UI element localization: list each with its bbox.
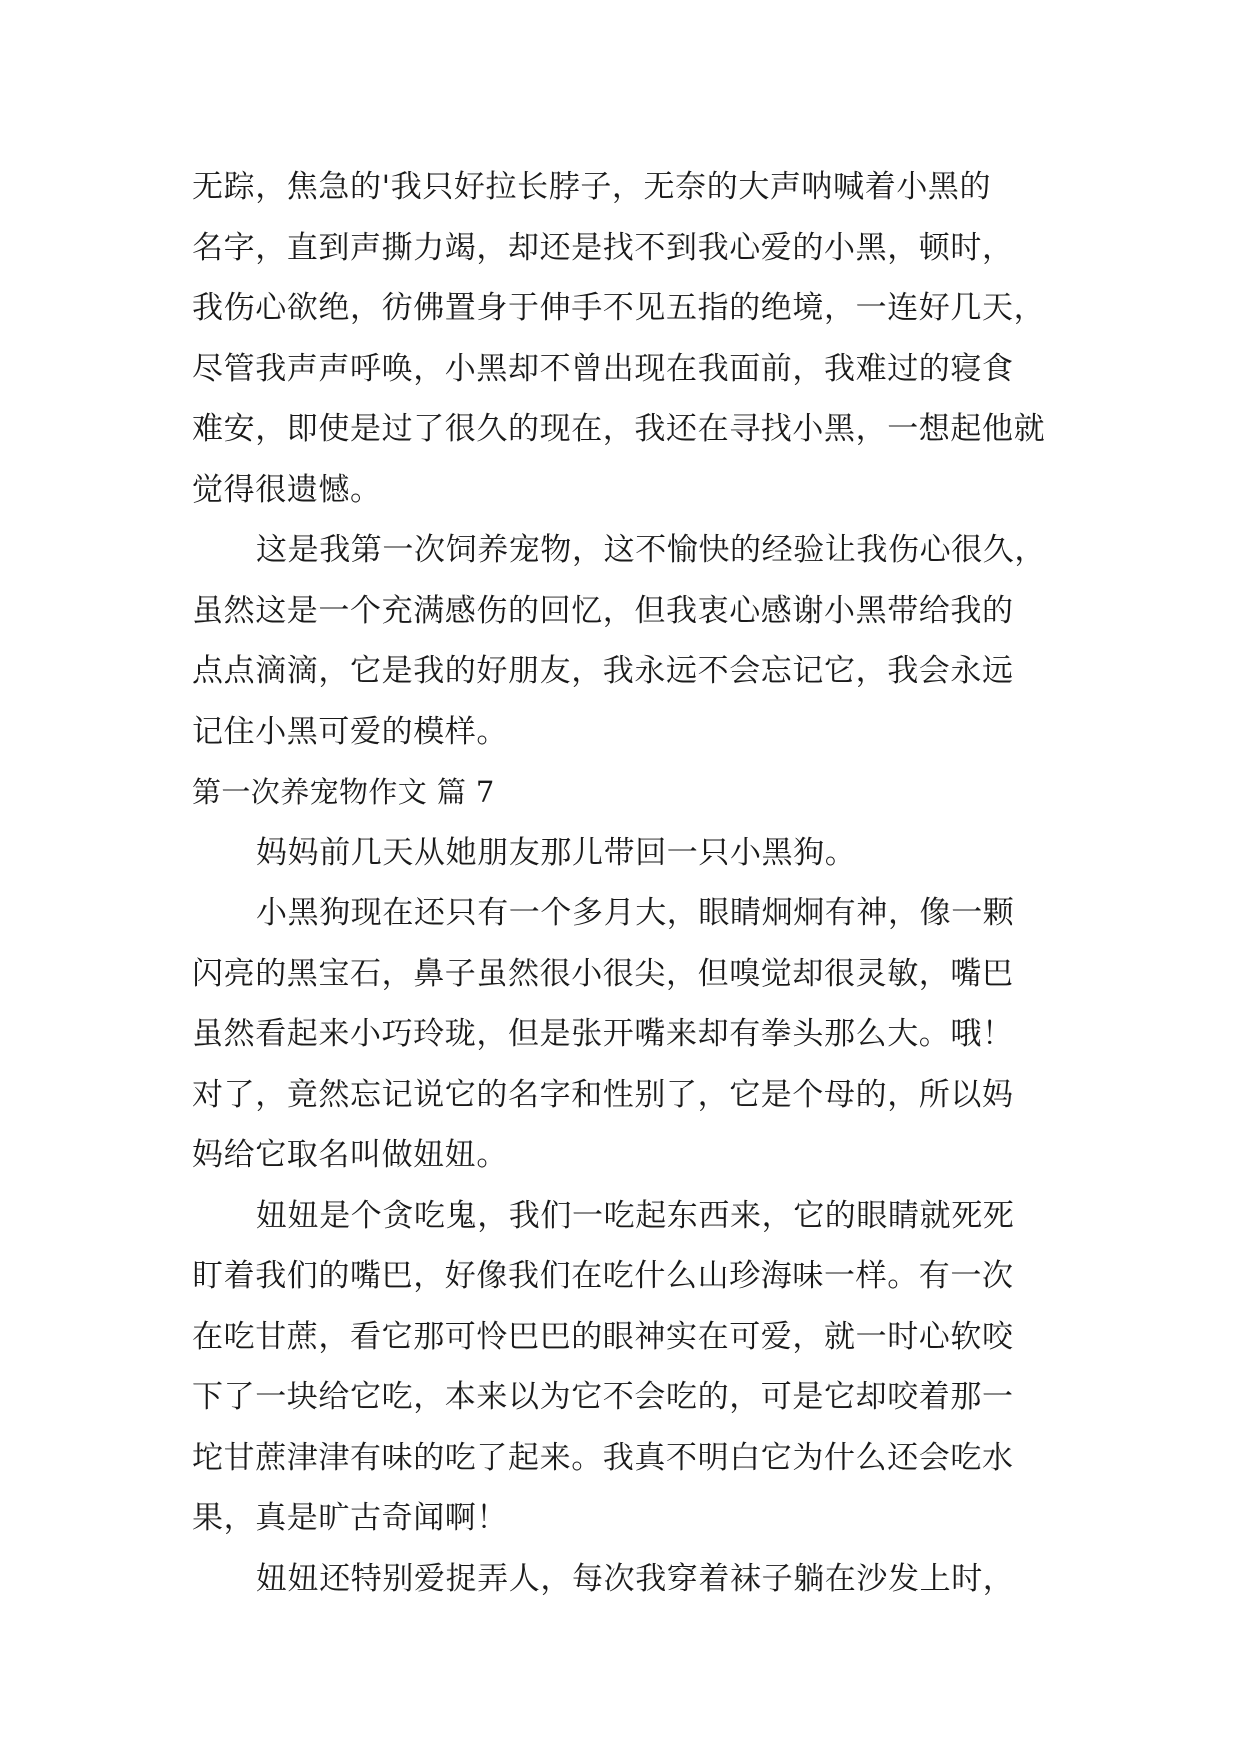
text-line: 难安，即使是过了很久的现在，我还在寻找小黑，一想起他就 bbox=[192, 411, 1046, 447]
text-line: 记住小黑可爱的模样。 bbox=[192, 713, 508, 750]
text-line: 盯着我们的嘴巴，好像我们在吃什么山珍海味一样。有一次 bbox=[192, 1258, 1014, 1294]
text-line: 虽然看起来小巧玲珑，但是张开嘴来却有拳头那么大。哦！ bbox=[192, 1016, 1014, 1052]
text-line: 在吃甘蔗，看它那可怜巴巴的眼神实在可爱，就一时心软咬 bbox=[192, 1318, 1014, 1355]
paragraph-first-line: 妞妞还特别爱捉弄人，每次我穿着袜子躺在沙发上时， bbox=[256, 1560, 1015, 1597]
text-line: 尽管我声声呼唤，小黑却不曾出现在我面前，我难过的寝食 bbox=[192, 350, 1014, 387]
text-line: 觉得很遗憾。 bbox=[192, 471, 382, 508]
document-body bbox=[192, 157, 1062, 1609]
text-line: 对了，竟然忘记说它的名字和性别了，它是个母的，所以妈 bbox=[192, 1076, 1014, 1113]
text-line: 虽然这是一个充满感伤的回忆，但我衷心感谢小黑带给我的 bbox=[192, 592, 1014, 629]
text-line: 坨甘蔗津津有味的吃了起来。我真不明白它为什么还会吃水 bbox=[192, 1439, 1014, 1476]
paragraph-first-line: 小黑狗现在还只有一个多月大，眼睛炯炯有神，像一颗 bbox=[256, 895, 1015, 931]
text-line: 名字，直到声撕力竭，却还是找不到我心爱的小黑，顿时， bbox=[192, 229, 1014, 266]
paragraph-first-line: 这是我第一次饲养宠物，这不愉快的经验让我伤心很久， bbox=[256, 532, 1046, 568]
paragraph-first-line: 妞妞是个贪吃鬼，我们一吃起东西来，它的眼睛就死死 bbox=[256, 1197, 1015, 1234]
text-line: 闪亮的黑宝石，鼻子虽然很小很尖，但嗅觉却很灵敏，嘴巴 bbox=[192, 955, 1014, 992]
text-line: 下了一块给它吃，本来以为它不会吃的，可是它却咬着那一 bbox=[192, 1379, 1014, 1415]
text-line: 我伤心欲绝，彷佛置身于伸手不见五指的绝境，一连好几天， bbox=[192, 290, 1046, 326]
text-line: 点点滴滴，它是我的好朋友，我永远不会忘记它，我会永远 bbox=[192, 653, 1014, 689]
section-heading: 第一次养宠物作文 篇 7 bbox=[192, 775, 495, 809]
paragraph-first-line: 妈妈前几天从她朋友那儿带回一只小黑狗。 bbox=[256, 834, 857, 871]
text-line: 无踪，焦急的'我只好拉长脖子，无奈的大声呐喊着小黑的 bbox=[192, 169, 992, 205]
text-line: 妈给它取名叫做妞妞。 bbox=[192, 1137, 508, 1173]
text-line: 果，真是旷古奇闻啊！ bbox=[192, 1500, 508, 1536]
